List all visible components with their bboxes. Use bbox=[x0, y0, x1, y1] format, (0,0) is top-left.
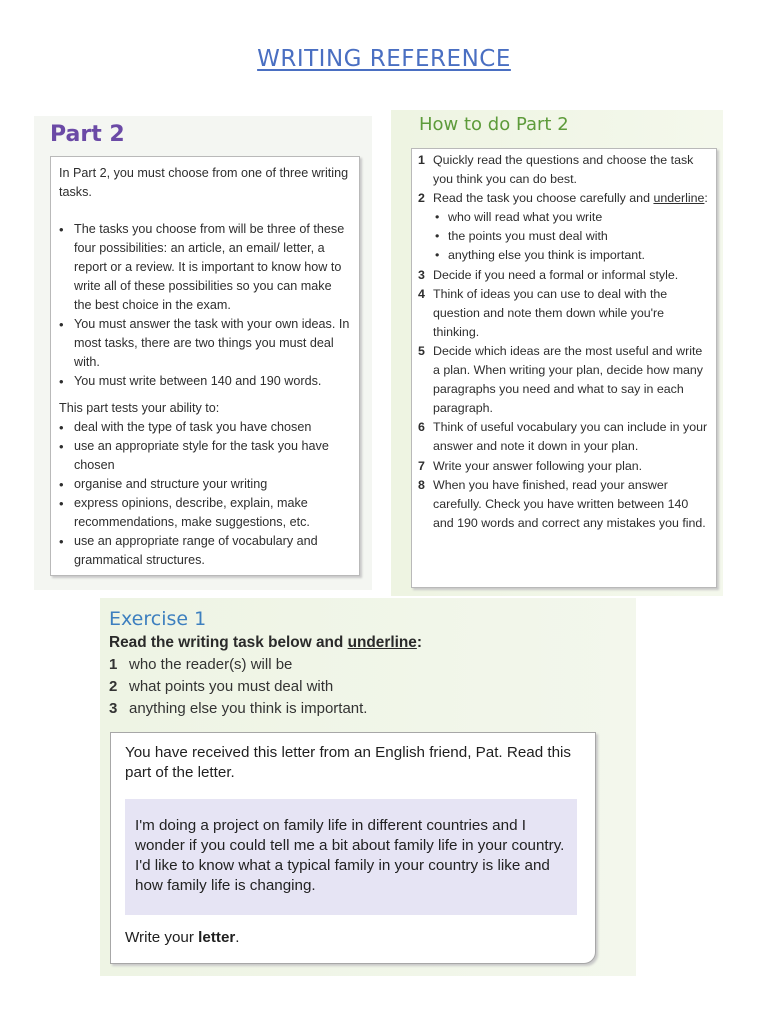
item-number: 2 bbox=[109, 678, 118, 695]
step-item bbox=[418, 476, 710, 533]
exercise-instruction bbox=[109, 634, 422, 652]
step-item bbox=[418, 342, 710, 418]
item-number: 1 bbox=[109, 656, 118, 673]
writing-task-box bbox=[110, 732, 596, 964]
item-number: 3 bbox=[109, 700, 118, 717]
list-item: • use an appropriate style for the task you have chosen bbox=[59, 437, 351, 475]
step-number: 1 bbox=[418, 153, 425, 167]
step-number: 3 bbox=[418, 267, 425, 282]
step-text: Read the task you choose carefully and bbox=[433, 191, 650, 206]
list-item: • organise and structure your writing bbox=[59, 475, 351, 494]
step-item bbox=[418, 189, 710, 265]
letter-intro: You have received this letter from an English friend, Pat. Read this part of the letter. bbox=[125, 744, 572, 781]
instruction-underline-word: underline bbox=[347, 634, 417, 651]
step-underline-word: underline bbox=[653, 191, 705, 206]
item-text: anything else you think is important. bbox=[129, 700, 368, 717]
step-colon: : bbox=[704, 191, 708, 206]
step-text: Decide if you need a formal or informal style. bbox=[433, 267, 679, 282]
part2-info-box bbox=[50, 156, 360, 576]
list-item: • who will read what you write bbox=[433, 208, 710, 227]
step-text: When you have finished, read your answer carefully. Check you have written between 140 and 190 words and correct any mistakes you find. bbox=[433, 477, 706, 530]
item-text: what points you must deal with bbox=[129, 678, 334, 695]
list-item: • You must answer the task with your own ideas. In most tasks, there are two things you must deal with. bbox=[59, 315, 351, 372]
step-number: 4 bbox=[418, 286, 425, 301]
step-item bbox=[418, 151, 710, 189]
outro-bold-word: letter bbox=[198, 929, 236, 946]
list-item: • use an appropriate range of vocabulary and grammatical structures. bbox=[59, 532, 351, 570]
instruction-prefix: Read the writing task below and bbox=[109, 634, 348, 651]
exercise-items bbox=[109, 654, 367, 720]
list-item: • express opinions, describe, explain, make recommendations, make suggestions, etc. bbox=[59, 494, 351, 532]
step-item bbox=[418, 266, 710, 285]
step-text: Think of useful vocabulary you can include in your answer and note it down in your plan. bbox=[433, 420, 708, 454]
part2-tests bbox=[59, 418, 351, 570]
step-number: 6 bbox=[418, 420, 425, 435]
outro-prefix: Write your bbox=[125, 929, 199, 946]
step-item bbox=[418, 418, 710, 456]
part2-heading: Part 2 bbox=[50, 122, 125, 147]
letter-outro bbox=[125, 929, 240, 946]
instruction-suffix: : bbox=[416, 634, 422, 651]
step-text: Think of ideas you can use to deal with the question and note them down while you're thinking. bbox=[433, 286, 668, 339]
list-item bbox=[109, 676, 367, 698]
howto-heading: How to do Part 2 bbox=[419, 114, 569, 135]
exercise-panel bbox=[100, 598, 636, 976]
part2-bullets bbox=[59, 220, 351, 391]
exercise-heading: Exercise 1 bbox=[109, 608, 207, 630]
list-item bbox=[109, 698, 367, 720]
list-item: • You must write between 140 and 190 words. bbox=[59, 372, 351, 391]
page-title[interactable]: WRITING REFERENCE bbox=[257, 46, 511, 72]
step-item bbox=[418, 457, 710, 476]
step-item bbox=[418, 285, 710, 342]
item-text: who the reader(s) will be bbox=[129, 656, 293, 673]
list-item bbox=[109, 654, 367, 676]
part2-tests-intro: This part tests your ability to: bbox=[59, 401, 220, 415]
step-number: 5 bbox=[418, 343, 425, 358]
step-number: 7 bbox=[418, 458, 425, 473]
howto-steps bbox=[418, 151, 710, 533]
letter-quote: I'm doing a project on family life in different countries and I wonder if you could tell me a bit about family life in your country. I'd like to know what a typical family in your country is like and how family life is changing. bbox=[125, 799, 577, 915]
list-item: • the points you must deal with bbox=[433, 227, 710, 246]
step-text: Quickly read the questions and choose the task you think you can do best. bbox=[433, 153, 694, 187]
list-item: • deal with the type of task you have chosen bbox=[59, 418, 351, 437]
list-item: • The tasks you choose from will be three of these four possibilities: an article, an email/ letter, a report or a review. It is important to know how to write all of these possibilities so you can make the best choice in the exam. bbox=[59, 220, 351, 315]
step-text: Write your answer following your plan. bbox=[433, 458, 643, 473]
step-number: 8 bbox=[418, 477, 425, 492]
list-item: • anything else you think is important. bbox=[433, 246, 710, 265]
step-number: 2 bbox=[418, 191, 425, 206]
outro-suffix: . bbox=[235, 929, 240, 946]
howto-panel bbox=[391, 110, 723, 596]
part2-intro: In Part 2, you must choose from one of three writing tasks. bbox=[59, 166, 349, 199]
step-text: Decide which ideas are the most useful and write a plan. When writing your plan, decide how many paragraphs you need and what to say in each paragraph. bbox=[433, 343, 703, 416]
part2-panel bbox=[34, 116, 372, 590]
howto-steps-box bbox=[411, 148, 717, 588]
step-sub-list bbox=[433, 208, 710, 265]
